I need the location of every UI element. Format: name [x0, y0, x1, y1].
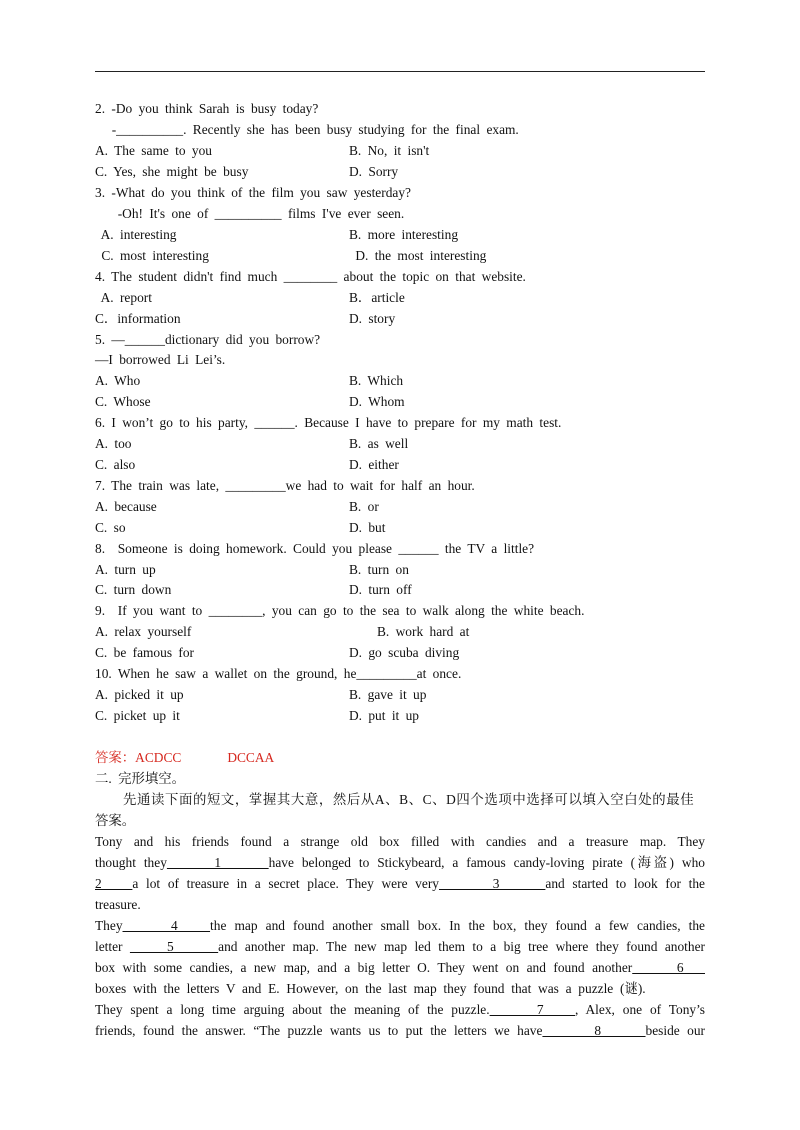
- q7-option-a: A. because: [95, 499, 157, 514]
- passage-text: have belonged to Stickybeard, a famous candy-loving pirate (海盗) who: [268, 855, 705, 870]
- passage-line-9: [95, 1002, 705, 1018]
- passage-line-8: boxes with the letters V and E. However, on the last map they found that was a puzzle (谜).: [95, 981, 646, 996]
- passage-line-1: Tony and his friends found a strange old box filled with candies and a treasure map. They: [95, 834, 705, 849]
- passage-line-3: [95, 876, 705, 892]
- q2-option-a: A. The same to you: [95, 143, 212, 158]
- answer-key-second: DCCAA: [227, 750, 275, 765]
- q7-option-d: D. but: [349, 520, 386, 535]
- q9-option-c: C. be famous for: [95, 645, 194, 660]
- section-instruction-cont: 答案。: [95, 813, 136, 828]
- q3-stem-2: -Oh! It's one of __________ films I've ever seen.: [105, 206, 405, 221]
- q2-stem: 2. -Do you think Sarah is busy today?: [95, 101, 319, 116]
- q4-option-b: B．article: [349, 290, 405, 305]
- blank-2: 2: [95, 876, 133, 891]
- section-title: 二. 完形填空。: [95, 771, 186, 786]
- passage-line-5: [95, 918, 705, 934]
- passage-line-7: [95, 960, 705, 976]
- blank-8: 8: [542, 1023, 646, 1038]
- q7-option-c: C. so: [95, 520, 126, 535]
- passage-text: thought they: [95, 855, 167, 870]
- passage-line-4: treasure.: [95, 897, 141, 912]
- section-instruction: 先通读下面的短文，掌握其大意，然后从A、B、C、D四个选项中选择可以填入空白处的最佳: [123, 792, 695, 807]
- q8-option-a: A. turn up: [95, 562, 156, 577]
- q7-option-b: B. or: [349, 499, 379, 514]
- q10-stem: 10. When he saw a wallet on the ground, he_________at once.: [95, 666, 462, 681]
- q2-stem-2: -__________. Recently she has been busy studying for the final exam.: [99, 122, 519, 137]
- q3-option-c: C. most interesting: [95, 248, 209, 263]
- q5-stem-2: —I borrowed Li Lei’s.: [95, 352, 226, 367]
- passage-text: a lot of treasure in a secret place. They were very: [132, 876, 439, 891]
- q2-option-d: D. Sorry: [349, 164, 399, 179]
- q5-option-b: B. Which: [349, 373, 404, 388]
- top-rule: [95, 71, 705, 72]
- q9-option-d: D. go scuba diving: [349, 645, 460, 660]
- q7-stem: 7. The train was late, _________we had to wait for half an hour.: [95, 478, 475, 493]
- q6-stem: 6. I won’t go to his party, ______. Because I have to prepare for my math test.: [95, 415, 562, 430]
- q3-option-d: D. the most interesting: [349, 248, 487, 263]
- passage-text: letter: [95, 939, 130, 954]
- blank-6: 6: [632, 960, 705, 975]
- blank-5: 5: [129, 939, 219, 954]
- passage-text: , Alex, one of Tony’s: [575, 1002, 706, 1017]
- q8-option-c: C. turn down: [95, 582, 172, 597]
- q4-option-a: A. report: [95, 290, 152, 305]
- q3-option-a: A. interesting: [95, 227, 177, 242]
- q5-option-a: A. Who: [95, 373, 141, 388]
- q2-option-b: B. No, it isn't: [349, 143, 430, 158]
- answer-key-label: 答案：ACDCC: [95, 750, 182, 765]
- q6-option-a: A. too: [95, 436, 132, 451]
- q4-stem: 4. The student didn't find much ________ about the topic on that website.: [95, 269, 526, 284]
- q8-option-b: B. turn on: [349, 562, 409, 577]
- q5-option-c: C. Whose: [95, 394, 151, 409]
- q6-option-b: B. as well: [349, 436, 409, 451]
- q10-option-b: B. gave it up: [349, 687, 427, 702]
- q4-option-c: C．information: [95, 311, 181, 326]
- q9-option-a: A. relax yourself: [95, 624, 192, 639]
- q2-option-c: C. Yes, she might be busy: [95, 164, 249, 179]
- passage-text: box with some candies, a new map, and a big letter O. They went on and found another: [95, 960, 633, 975]
- passage-text: friends, found the answer. “The puzzle wants us to put the letters we have: [95, 1023, 543, 1038]
- blank-1: 1: [166, 855, 269, 870]
- blank-4: 4: [122, 918, 211, 933]
- passage-text: and started to look for the: [545, 876, 706, 891]
- q4-option-d: D. story: [349, 311, 396, 326]
- answer-key: [95, 750, 274, 766]
- blank-7: 7: [489, 1002, 576, 1017]
- q9-option-b: B. work hard at: [377, 624, 470, 639]
- q6-option-c: C. also: [95, 457, 136, 472]
- q10-option-c: C. picket up it: [95, 708, 180, 723]
- q3-stem: 3. -What do you think of the film you saw yesterday?: [95, 185, 411, 200]
- passage-line-2: [95, 855, 705, 871]
- blank-3: 3: [438, 876, 546, 891]
- passage-line-6: [95, 939, 705, 955]
- passage-text: They spent a long time arguing about the meaning of the puzzle.: [95, 1002, 490, 1017]
- q5-option-d: D. Whom: [349, 394, 405, 409]
- q5-stem: 5. —______dictionary did you borrow?: [95, 332, 321, 347]
- passage-text: and another map. The new map led them to a big tree where they found another: [218, 939, 705, 954]
- q8-stem: 8. Someone is doing homework. Could you please ______ the TV a little?: [95, 541, 535, 556]
- q10-option-a: A. picked it up: [95, 687, 184, 702]
- passage-text: the map and found another small box. In the box, they found a few candies, the: [210, 918, 705, 933]
- q9-stem: 9. If you want to ________, you can go to the sea to walk along the white beach.: [95, 603, 585, 618]
- q6-option-d: D. either: [349, 457, 399, 472]
- q8-option-d: D. turn off: [349, 582, 412, 597]
- passage-line-10: [95, 1023, 705, 1039]
- q10-option-d: D. put it up: [349, 708, 420, 723]
- passage-text: They: [95, 918, 123, 933]
- passage-text: beside our: [645, 1023, 706, 1038]
- q3-option-b: B. more interesting: [349, 227, 459, 242]
